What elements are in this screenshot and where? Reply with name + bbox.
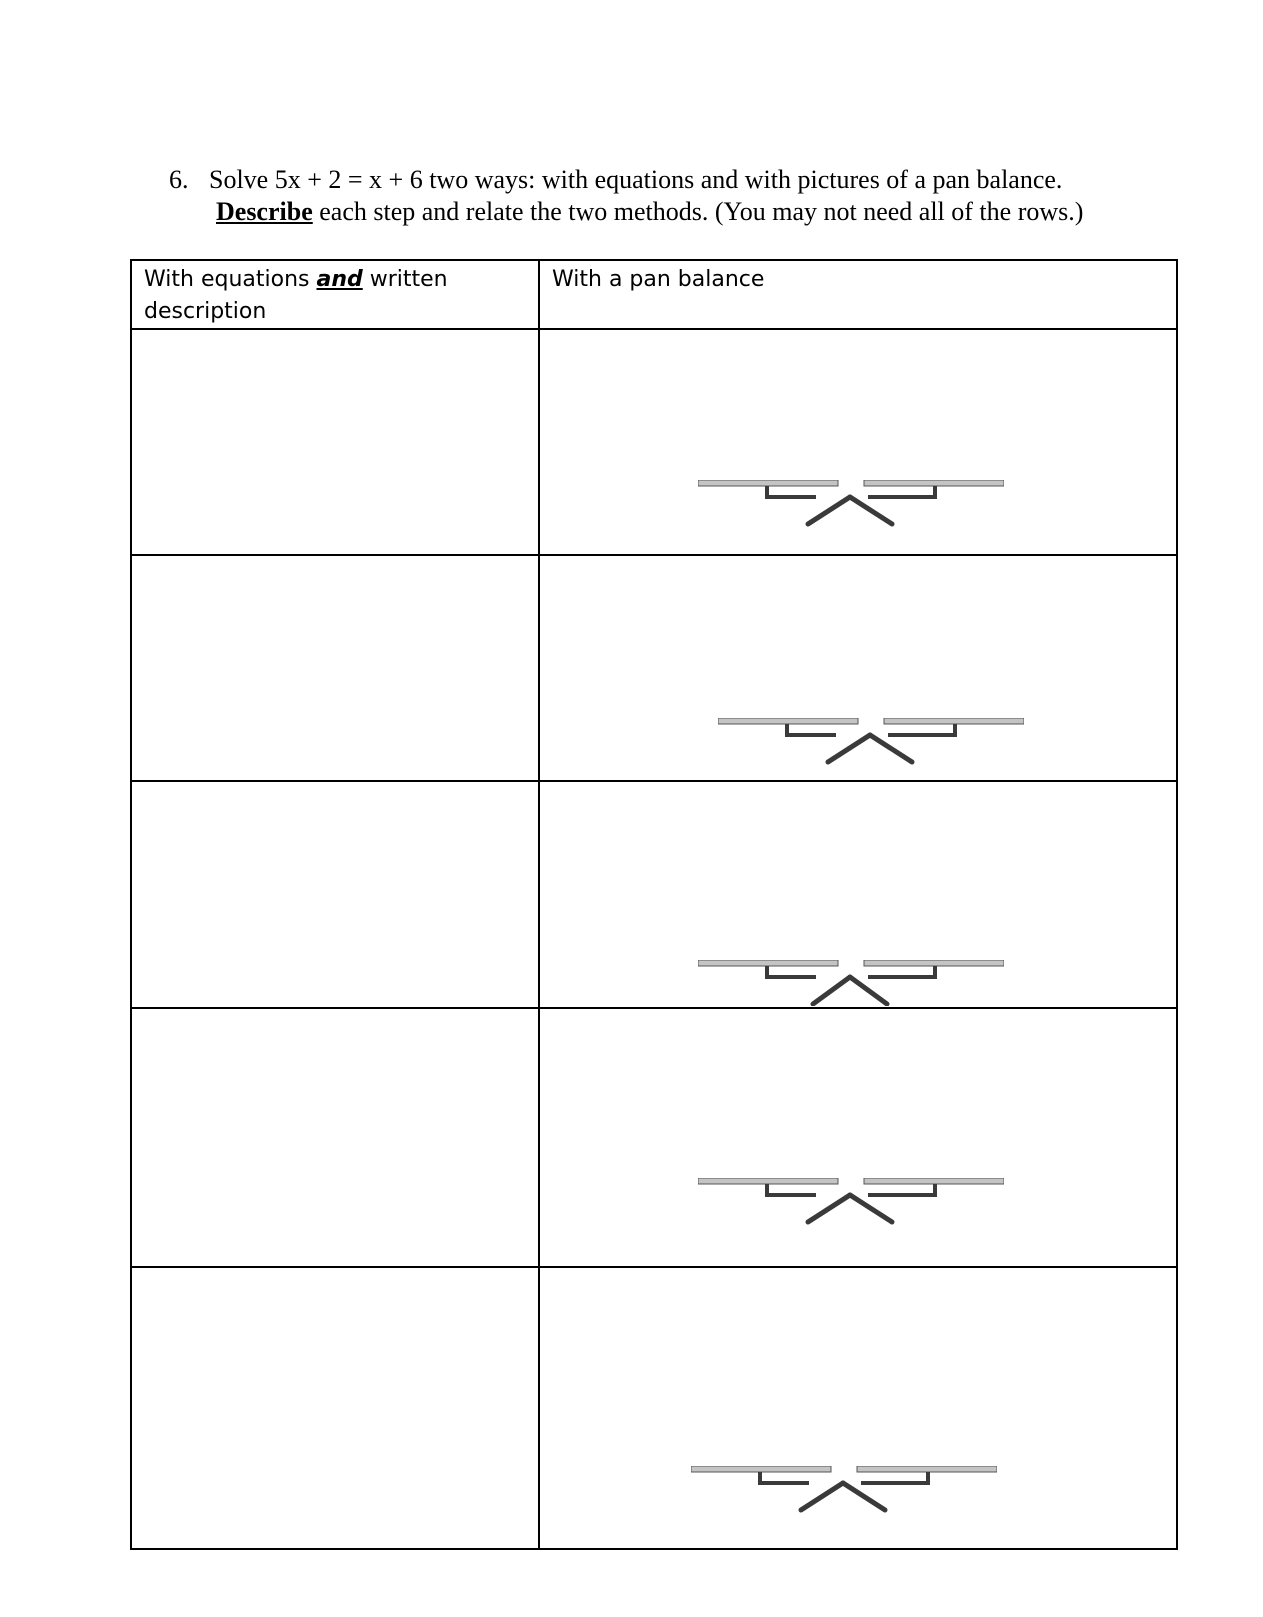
table-row <box>131 1267 1177 1549</box>
header-equations-label-end: written description <box>144 267 448 324</box>
describe-emphasis: Describe <box>216 197 313 226</box>
equation-cell[interactable] <box>131 329 539 555</box>
header-equations-label: With equations <box>144 267 317 292</box>
pan-balance-icon <box>698 1178 1004 1230</box>
equation-cell[interactable] <box>131 1267 539 1549</box>
balance-cell[interactable] <box>539 555 1177 781</box>
pan-balance-icon <box>718 718 1024 770</box>
table-row <box>131 329 1177 555</box>
equation-cell[interactable] <box>131 555 539 781</box>
table-row <box>131 1008 1177 1267</box>
balance-cell[interactable] <box>539 329 1177 555</box>
question-block <box>169 164 1169 228</box>
pan-balance-icon <box>691 1466 997 1518</box>
equation-cell[interactable] <box>131 781 539 1008</box>
question-number: 6. <box>169 165 189 194</box>
table-row <box>131 781 1177 1008</box>
header-equations <box>131 260 539 329</box>
table-row <box>131 555 1177 781</box>
balance-cell[interactable] <box>539 781 1177 1008</box>
question-line-2 <box>169 196 1169 228</box>
balance-cell[interactable] <box>539 1267 1177 1549</box>
question-prompt: Solve 5x + 2 = x + 6 two ways: with equations and with pictures of a pan balance. <box>209 165 1063 194</box>
question-line-1 <box>169 164 1169 196</box>
and-emphasis: and <box>316 267 363 292</box>
pan-balance-icon <box>698 960 1004 1006</box>
equation-cell[interactable] <box>131 1008 539 1267</box>
worksheet-table <box>130 259 1178 1550</box>
question-instructions: each step and relate the two methods. (You may not need all of the rows.) <box>312 197 1084 226</box>
header-row <box>131 260 1177 329</box>
pan-balance-icon <box>698 480 1004 532</box>
balance-cell[interactable] <box>539 1008 1177 1267</box>
header-pan-balance: With a pan balance <box>539 260 1177 329</box>
